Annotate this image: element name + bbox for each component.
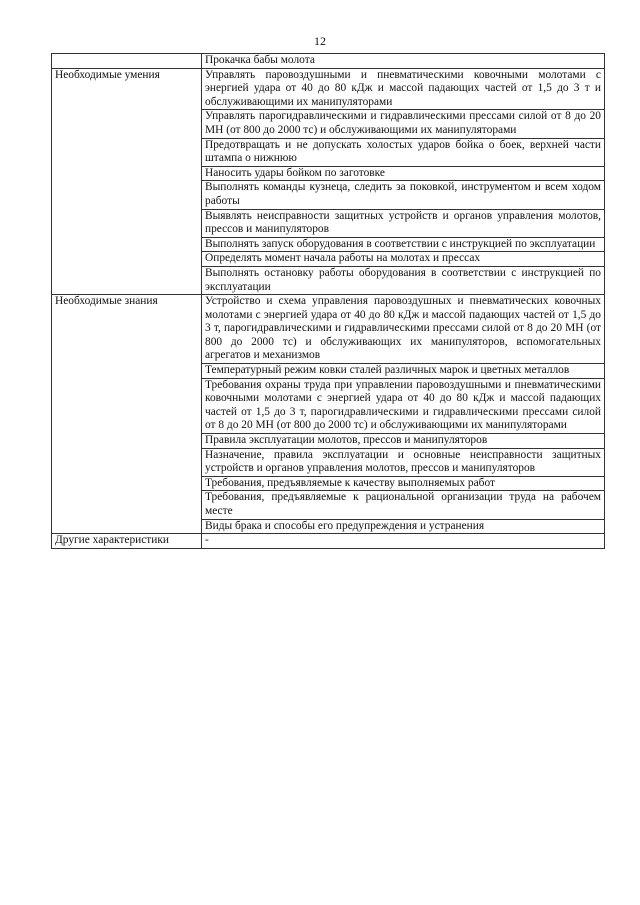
knowledge-item: Виды брака и способы его предупреждения и устранения (202, 519, 605, 534)
skill-item: Выявлять неисправности защитных устройств и органов управления молотов, прессов и манипуляторов (202, 209, 605, 237)
knowledge-item: Требования, предъявляемые к рациональной организации труда на рабочем месте (202, 491, 605, 519)
table-row (52, 54, 605, 69)
table-row (52, 68, 605, 110)
requirements-table (51, 53, 605, 549)
empty-label-cell (52, 54, 202, 69)
knowledge-item: Температурный режим ковки сталей различных марок и цветных металлов (202, 364, 605, 379)
skill-item: Управлять парогидравлическими и гидравлическими прессами силой от 8 до 20 МН (от 800 до 2000 тс) и обслуживающими их манипуляторами (202, 110, 605, 138)
knowledge-item: Требования охраны труда при управлении паровоздушными и пневматическими ковочными молотами с энергией удара от 40 до 80 кДж и массой падающих частей от 1,5 до 3 т, парогидравлическими и гидравлическими прессами силой от 8 до 20 МН (от 800 до 2000 тс) и обслуживающими их манипуляторами (202, 378, 605, 433)
skills-label: Необходимые умения (52, 68, 202, 295)
skill-item: Определять момент начала работы на молотах и прессах (202, 252, 605, 267)
work-action-cell: Прокачка бабы молота (202, 54, 605, 69)
knowledge-label: Необходимые знания (52, 295, 202, 534)
skill-item: Управлять паровоздушными и пневматическими ковочными молотами с энергией удара от 40 до 80 кДж и массой падающих частей от 1,5 до 3 т и обслуживающими их манипуляторами (202, 68, 605, 110)
knowledge-item: Правила эксплуатации молотов, прессов и манипуляторов (202, 434, 605, 449)
other-characteristics-value: - (202, 534, 605, 549)
page-number: 12 (314, 34, 326, 48)
skill-item: Выполнять остановку работы оборудования в соответствии с инструкцией по эксплуатации (202, 266, 605, 294)
skill-item: Наносить удары бойком по заготовке (202, 166, 605, 181)
knowledge-item: Требования, предъявляемые к качеству выполняемых работ (202, 476, 605, 491)
skill-item: Предотвращать и не допускать холостых ударов бойка о боек, верхней части штампа о нижнюю (202, 138, 605, 166)
skill-item: Выполнять команды кузнеца, следить за поковкой, инструментом и всем ходом работы (202, 181, 605, 209)
knowledge-item: Назначение, правила эксплуатации и основные неисправности защитных устройств и органов управления молотов, прессов и манипуляторов (202, 448, 605, 476)
knowledge-item: Устройство и схема управления паровоздушных и пневматических ковочных молотами с энергией удара от 40 до 80 кДж и массой падающих частей от 1,5 до 3 т, парогидравлическими и гидравлическими прессами силой от 8 до 20 МН (от 800 до 2000 тс) и обслуживающих их манипуляторов, вспомогательных агрегатов и механизмов (202, 295, 605, 364)
skill-item: Выполнять запуск оборудования в соответствии с инструкцией по эксплуатации (202, 237, 605, 252)
other-characteristics-label: Другие характеристики (52, 534, 202, 549)
table-row (52, 295, 605, 364)
table-row (52, 534, 605, 549)
